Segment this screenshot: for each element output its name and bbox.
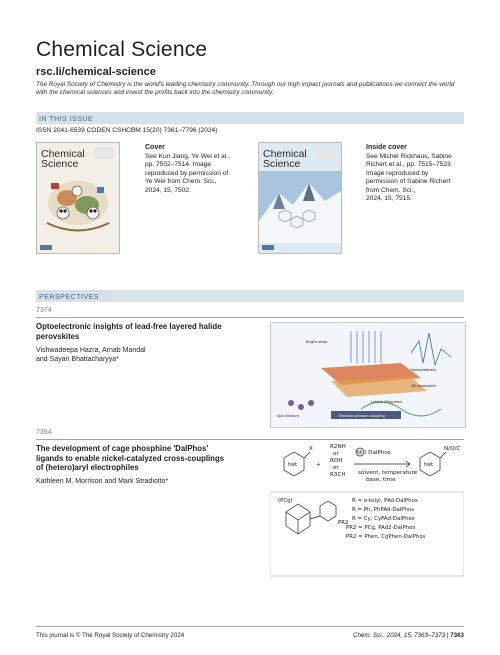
article-title[interactable]: Optoelectronic insights of lead-free layered halide perovskites [36, 322, 222, 341]
article-number: 7394 [36, 429, 52, 436]
footer-citation: Chem. Sci., 2024, 15, 7363–7373 | 7363 [352, 632, 464, 639]
svg-text:PR2 = Phen, CgPhen-DalPhos: PR2 = Phen, CgPhen-DalPhos [346, 534, 426, 540]
cover-logo [40, 245, 52, 250]
article-graphic [270, 322, 466, 428]
inside-cover-image [258, 142, 342, 254]
svg-text:Electron-phonon coupling: Electron-phonon coupling [339, 414, 385, 418]
footer-copyright: This journal is © The Royal Society of Chemistry 2024 [36, 632, 185, 639]
cover-artwork [37, 143, 119, 253]
svg-text:+: + [316, 462, 321, 468]
page-number: 7363 [450, 632, 464, 639]
svg-text:ROH: ROH [330, 458, 343, 464]
journal-title: Chemical Science [36, 38, 208, 61]
svg-text:(PCg): (PCg) [278, 498, 293, 504]
reaction-scheme [270, 440, 464, 600]
section-band-in-this-issue [36, 112, 464, 124]
svg-text:Nanoplatelets: Nanoplatelets [411, 368, 436, 372]
footer-divider [36, 626, 464, 627]
journal-blurb: The Royal Society of Chemistry is the world's leading chemistry community. Through our high impact journals and publications we connect the world with the chemical sciences and invest the profits back into the chemistry community. [36, 81, 455, 97]
article-title[interactable]: The development of cage phosphine 'DalPhos' ligands to enable nickel-catalyzed cross-couplings of (hetero)aryl electrophiles [36, 444, 225, 473]
issue-info: ISSN 2041-6539 CODEN CSHCBM 15(20) 7361–7796 (2024) [36, 127, 218, 134]
cover-description: See Kun Jiang, Ye Wei et al., pp. 7502–7514. Image reproduced by permission of Ye Wei from Chem. Sci., 2024, 15, 7502. [145, 153, 230, 194]
svg-text:R = Ph, PhPAd-DalPhos: R = Ph, PhPAd-DalPhos [352, 507, 415, 513]
svg-text:R = Cy, CyPAd-DalPhos: R = Cy, CyPAd-DalPhos [352, 516, 415, 522]
svg-text:het: het [288, 462, 298, 468]
svg-text:PR2 = PCg, PAd2-DalPhos: PR2 = PCg, PAd2-DalPhos [346, 525, 416, 531]
inside-cover-label: Inside cover [366, 144, 407, 151]
svg-text:solvent, temperature: solvent, temperature [358, 470, 418, 476]
section-band-perspectives [36, 290, 464, 302]
cover-image [36, 142, 120, 254]
svg-text:PR2: PR2 [338, 520, 349, 526]
article-authors: Vishwadeepa Hazra, Arnab Mandal and Sayan Bhattacharyya* [36, 347, 146, 363]
svg-text:X: X [309, 446, 313, 452]
svg-text:R = o-tolyl, PAd-DalPhos: R = o-tolyl, PAd-DalPhos [352, 498, 418, 504]
svg-text:or: or [333, 465, 339, 471]
perovskite-figure [271, 323, 465, 427]
svg-text:base, time: base, time [366, 477, 396, 483]
cover-mini-title: Chemical Science [263, 148, 307, 170]
svg-text:2D perovskite: 2D perovskite [411, 384, 436, 388]
svg-text:Ni / DalPhos: Ni / DalPhos [357, 450, 391, 456]
divider [36, 317, 464, 318]
svg-text:or: or [333, 451, 339, 457]
svg-text:R2NH: R2NH [330, 444, 346, 450]
cover-mini-title: Chemical Science [41, 148, 85, 170]
article-authors: Kathleen M. Morrison and Mark Stradiotto* [36, 478, 169, 485]
svg-text:Bright-state: Bright-state [306, 340, 328, 344]
article-number: 7374 [36, 307, 52, 314]
inside-cover-description: See Michel Rickhaus, Sabine Richert et al., pp. 7515–7523. Image reproduced by permission of Sabine Richert from Chem. Sci., 2024, 15, 7515. [366, 153, 453, 203]
svg-text:Spin texture: Spin texture [277, 414, 299, 418]
svg-text:R3CH: R3CH [330, 472, 346, 478]
cover-logo [262, 245, 274, 250]
section-heading: IN THIS ISSUE [39, 113, 94, 123]
cover-label: Cover [145, 144, 165, 151]
journal-url[interactable]: rsc.li/chemical-science [36, 66, 156, 78]
section-heading: PERSPECTIVES [39, 291, 99, 301]
inside-cover-artwork [259, 143, 341, 253]
svg-text:N/O/C: N/O/C [444, 446, 461, 452]
svg-text:Lattice Distortion: Lattice Distortion [371, 400, 402, 404]
svg-text:het: het [424, 462, 434, 468]
